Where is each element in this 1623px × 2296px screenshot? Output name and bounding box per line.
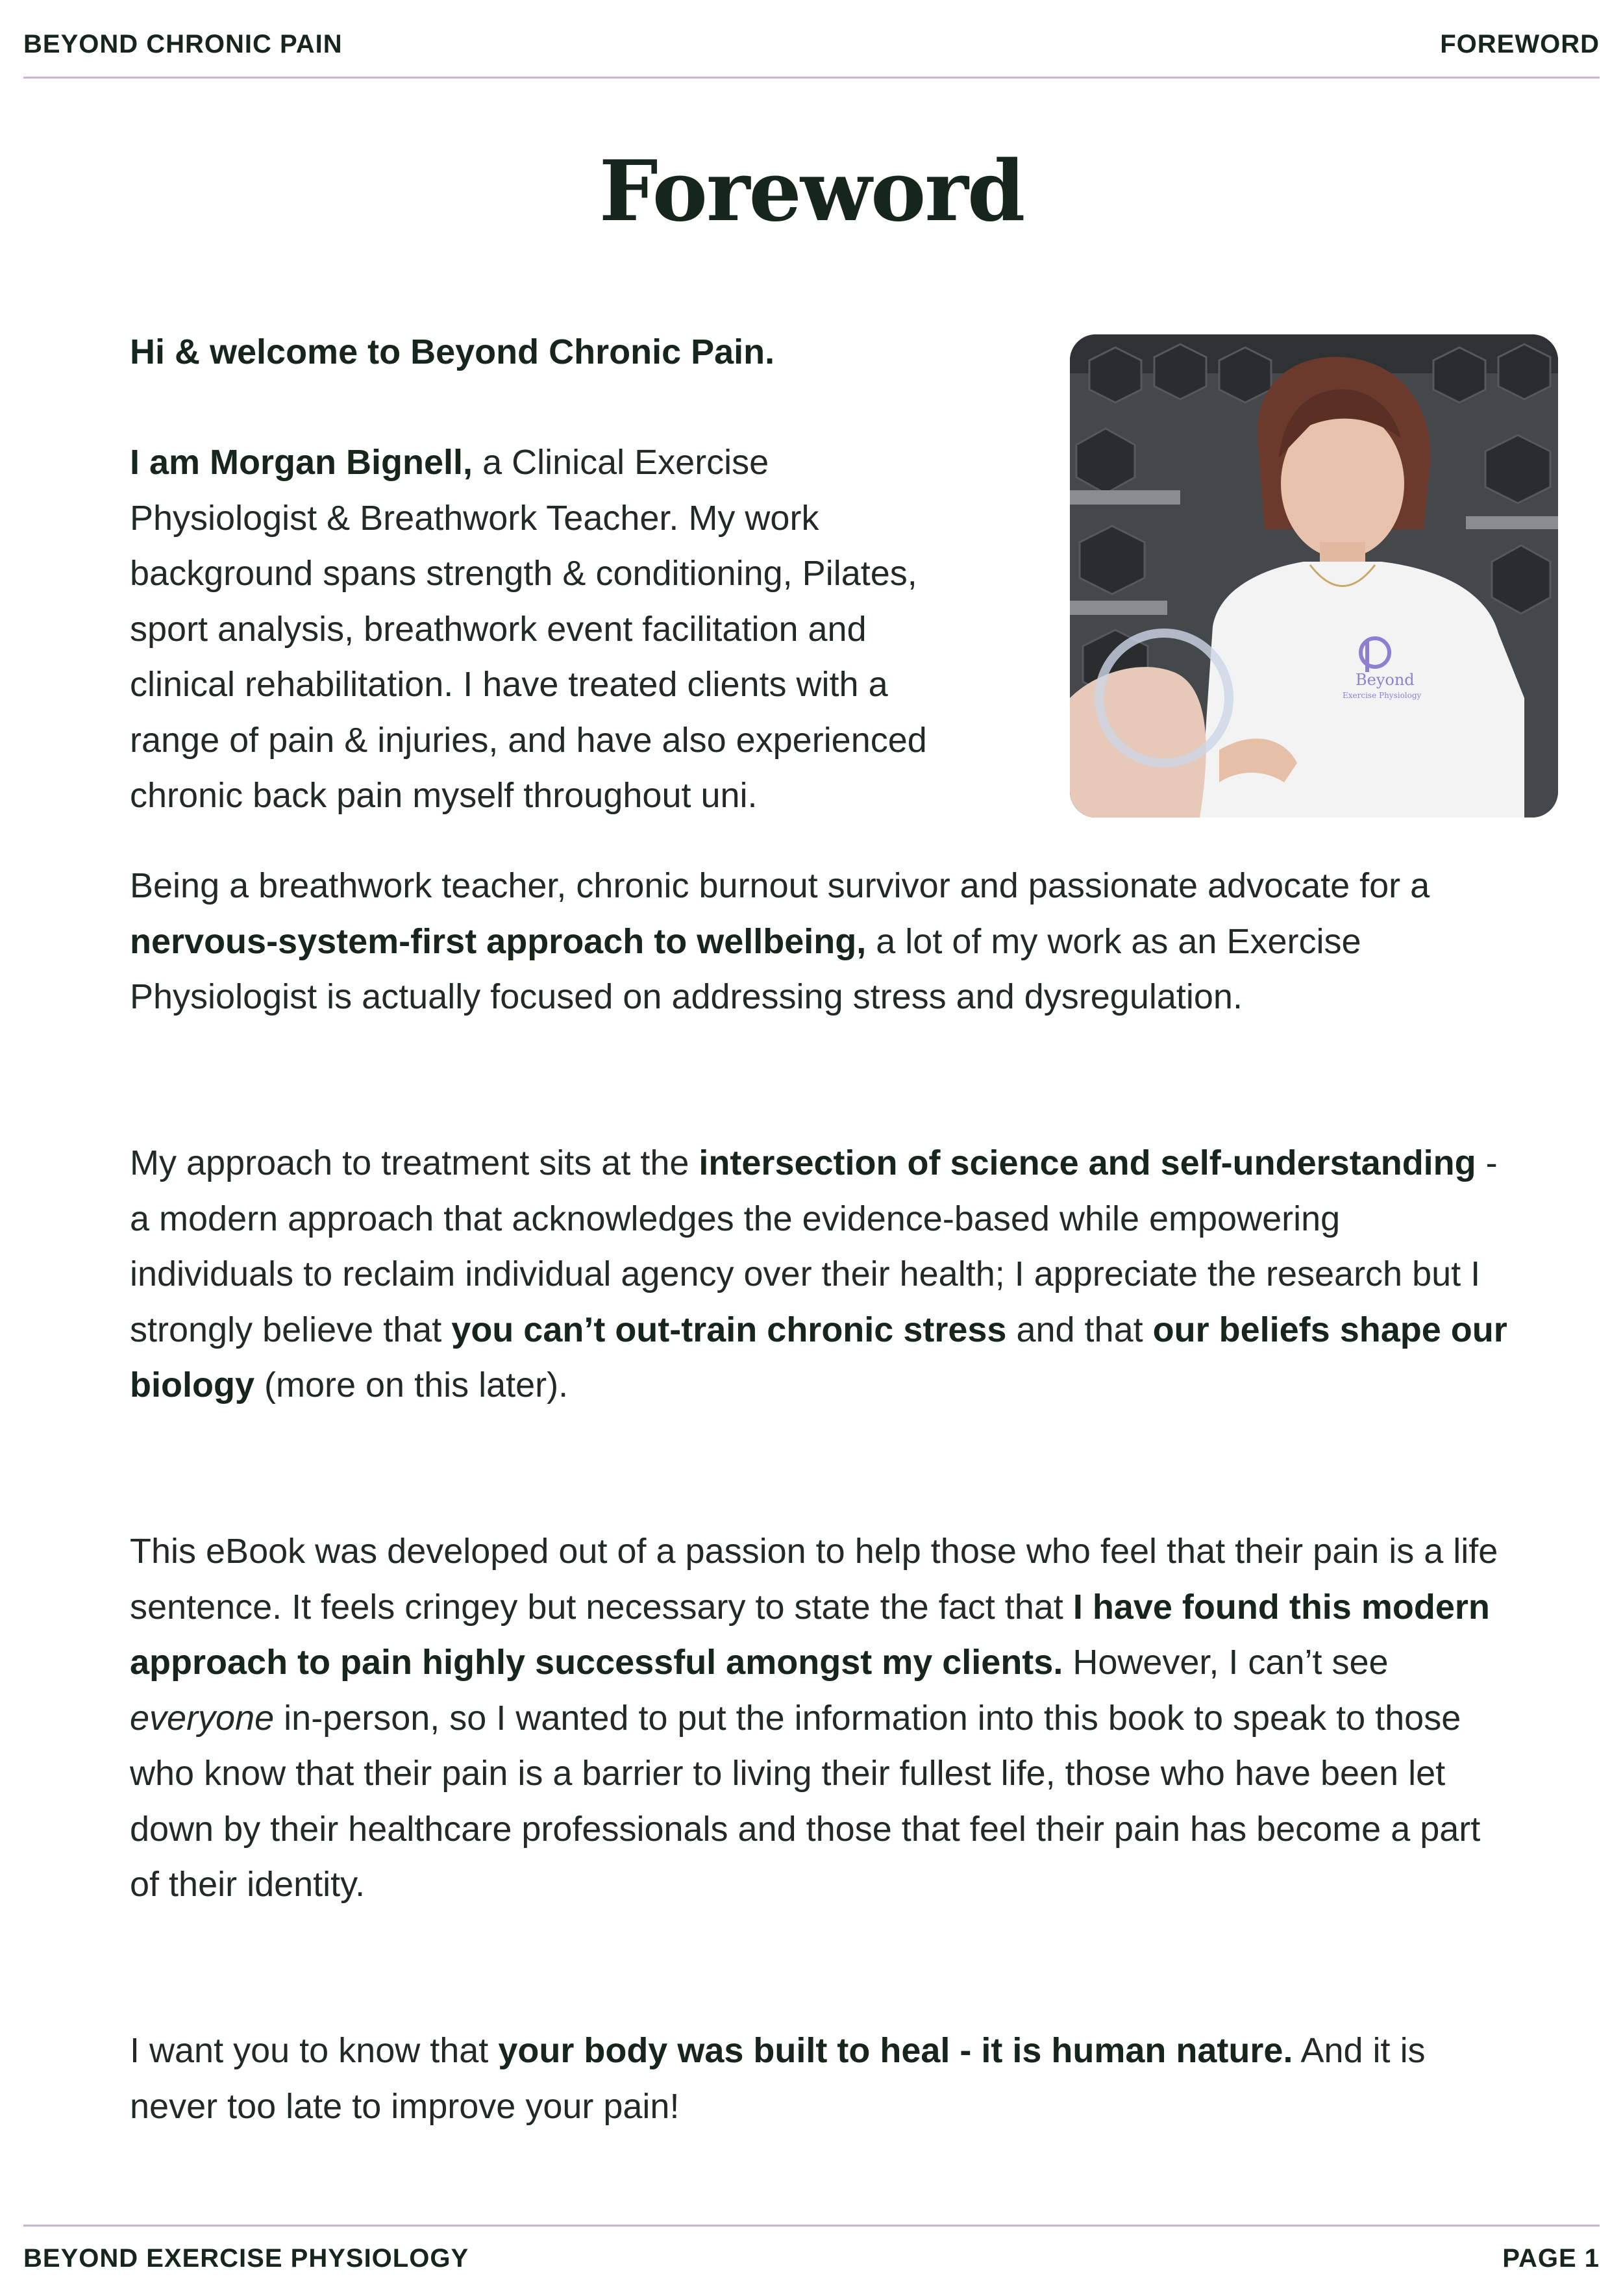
closing-paragraph: [130, 2023, 1513, 2134]
p5-bold-1: your body was built to heal - it is human nature.: [498, 2031, 1293, 2070]
header-divider: [23, 77, 1600, 79]
intro-paragraph: [130, 435, 1065, 824]
greeting-paragraph: [130, 325, 1039, 381]
approach-paragraph-2: [130, 1136, 1513, 1414]
running-header: [23, 26, 1600, 62]
p2-text-1: Being a breathwork teacher, chronic burnout survivor and passionate advocate for a: [130, 866, 1430, 905]
p2-text-2: a lot of my work as an Exercise Physiologist is actually focused on addressing stress and dysregulation.: [130, 921, 1361, 1016]
intro-name-bold: I am Morgan Bignell,: [130, 443, 473, 482]
intro-line-6: range of pain & injuries, and have also experienced: [130, 720, 927, 760]
greeting-text: Hi & welcome to Beyond Chronic Pain.: [130, 332, 775, 371]
p5-text-2: And it is never too late to improve your pain!: [130, 2031, 1426, 2126]
p3-text-1: My approach to treatment sits at the: [130, 1143, 699, 1182]
p4-text-1: This eBook was developed out of a passion to help those who feel that their pain is a life sentence. It feels cringey but necessary to state the fact that: [130, 1532, 1498, 1627]
p3-text-2: - a modern approach that acknowledges the evidence-based while empowering individuals to reclaim individual agency over their health; I appreciate the research but I strongly believe that: [130, 1143, 1498, 1349]
p4-italic-1: everyone: [130, 1698, 275, 1738]
footer-left-text: BEYOND EXERCISE PHYSIOLOGY: [23, 2243, 469, 2273]
page-title: Foreword: [599, 143, 1024, 240]
footer-divider: [23, 2225, 1600, 2227]
header-left-text: BEYOND CHRONIC PAIN: [23, 29, 343, 58]
page-number: PAGE 1: [1502, 2243, 1600, 2273]
intro-line-2: Physiologist & Breathwork Teacher. My work: [130, 498, 819, 538]
p3-bold-1: intersection of science and self-understanding: [699, 1143, 1476, 1182]
intro-line-7: chronic back pain myself throughout uni.: [130, 776, 758, 815]
intro-line-3: background spans strength & conditioning, Pilates,: [130, 554, 917, 593]
author-photo: [1070, 334, 1558, 817]
p3-bold-3: our beliefs shape our biology: [130, 1310, 1507, 1404]
intro-line-5: clinical rehabilitation. I have treated clients with a: [130, 665, 888, 704]
p5-text-1: I want you to know that: [130, 2031, 499, 2070]
photo-logo-word: Beyond: [1356, 671, 1415, 689]
p3-bold-2: you can’t out-train chronic stress: [451, 1310, 1007, 1349]
intro-text-1: a Clinical Exercise: [473, 443, 769, 482]
p4-text-2: However, I can’t see: [1063, 1643, 1389, 1682]
running-footer: [23, 2240, 1600, 2277]
p3-text-4: (more on this later).: [254, 1366, 569, 1404]
p4-text-3: in-person, so I wanted to put the information into this book to speak to those who know that their pain is a barrier to living their fullest life, those who have been let down by their healthcare professionals and those that feel their pain has become a part of their identity.: [130, 1698, 1481, 1904]
p4-bold-1: I have found this modern approach to pain highly successful amongst my clients.: [130, 1587, 1490, 1682]
photo-logo-subword: Exercise Physiology: [1343, 691, 1422, 700]
p3-text-3: and that: [1006, 1310, 1153, 1349]
p2-bold-1: nervous-system-first approach to wellbeing,: [130, 921, 867, 961]
approach-paragraph-1: [130, 858, 1513, 1025]
header-right-text: FOREWORD: [1440, 29, 1600, 58]
intro-line-4: sport analysis, breathwork event facilitation and: [130, 609, 867, 649]
ebook-paragraph: [130, 1524, 1513, 1913]
